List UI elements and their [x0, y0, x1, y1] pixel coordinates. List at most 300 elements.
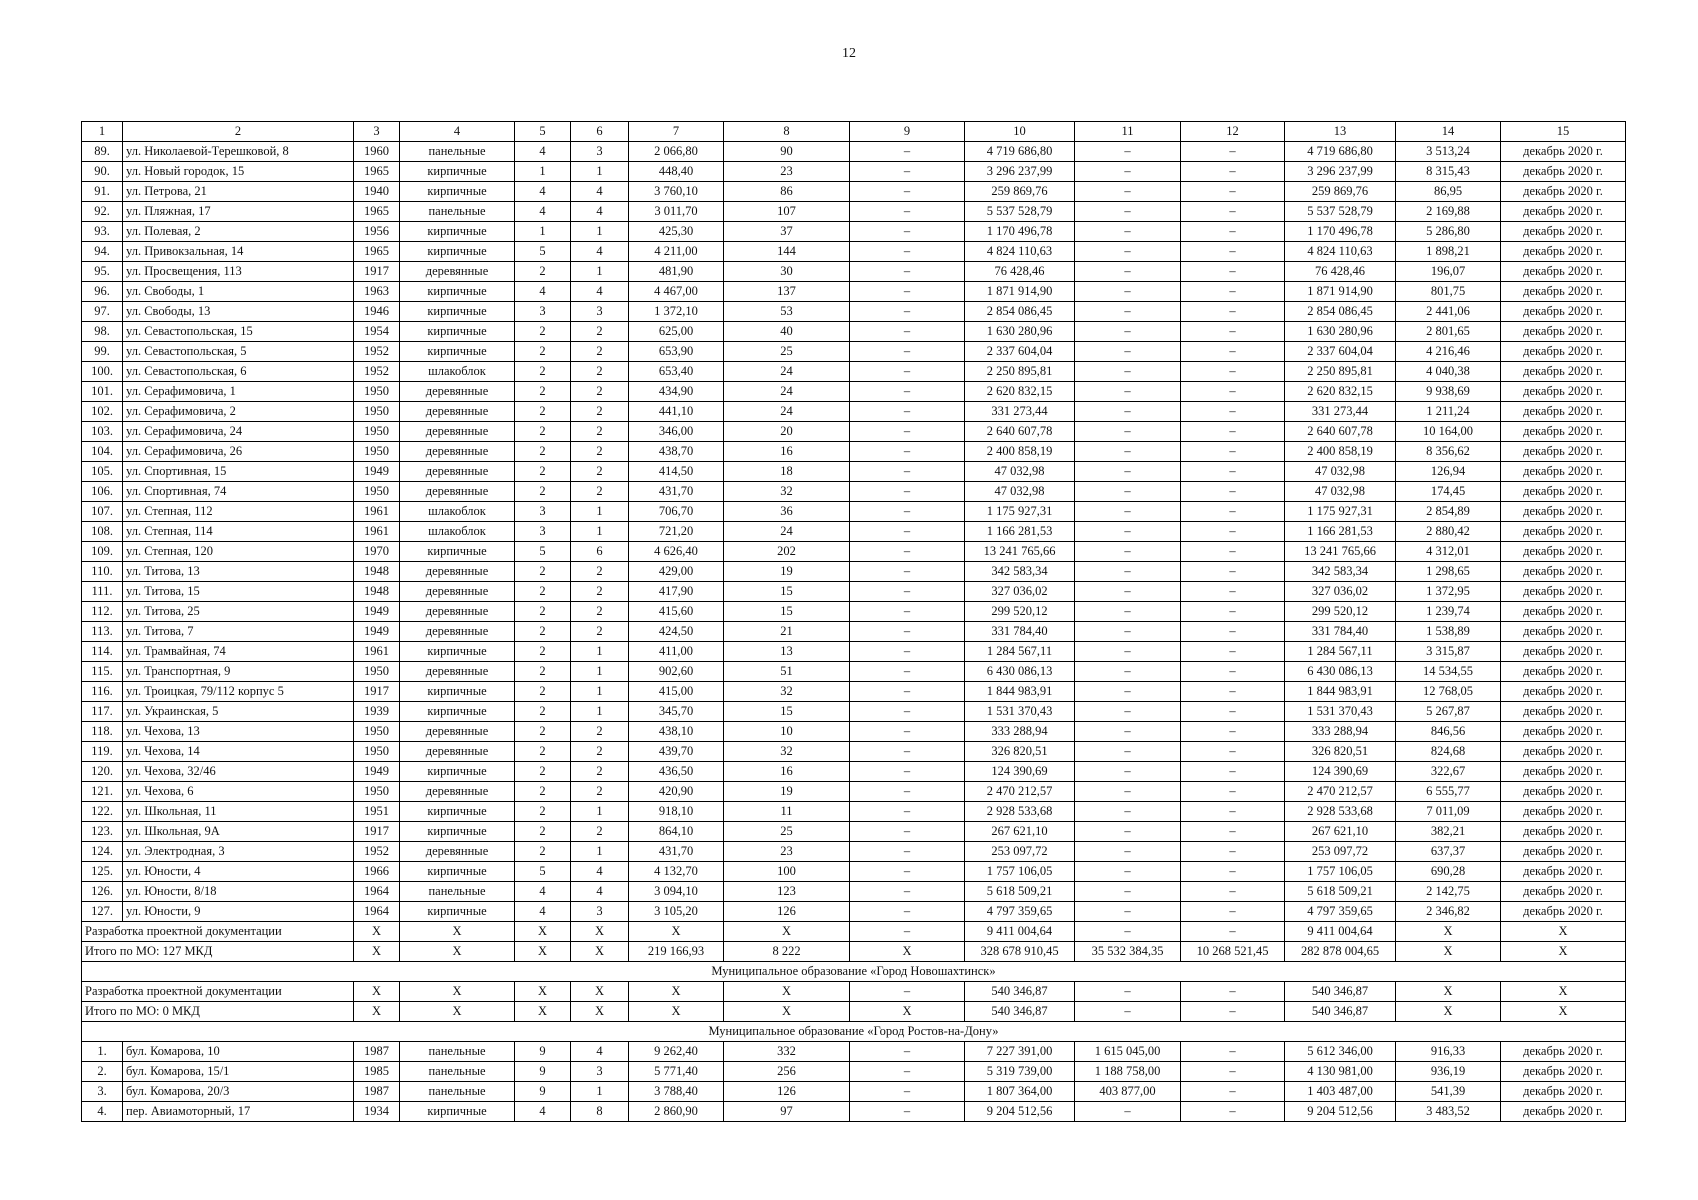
table-cell: 1 — [571, 502, 629, 522]
table-cell: – — [850, 342, 965, 362]
table-cell: – — [1181, 1082, 1285, 1102]
table-cell: 345,70 — [629, 702, 724, 722]
table-cell: 346,00 — [629, 422, 724, 442]
table-cell: 1970 — [354, 542, 400, 562]
table-cell: – — [1075, 402, 1181, 422]
table-cell: 3 296 237,99 — [1285, 162, 1396, 182]
table-cell: 2. — [82, 1062, 123, 1082]
table-cell: X — [629, 982, 724, 1002]
table-cell: 2 400 858,19 — [965, 442, 1075, 462]
table-cell: 4 — [571, 1042, 629, 1062]
table-cell: 102. — [82, 402, 123, 422]
table-cell: X — [724, 1002, 850, 1022]
address-cell: ул. Севастопольская, 5 — [123, 342, 354, 362]
table-cell: 1961 — [354, 522, 400, 542]
table-cell: 3 — [571, 902, 629, 922]
table-cell: 9 — [515, 1062, 571, 1082]
table-cell: декабрь 2020 г. — [1501, 702, 1626, 722]
table-cell: X — [1396, 982, 1501, 1002]
address-cell: ул. Титова, 25 — [123, 602, 354, 622]
table-cell: – — [1075, 662, 1181, 682]
address-cell: ул. Трамвайная, 74 — [123, 642, 354, 662]
table-cell: 2 — [515, 822, 571, 842]
table-cell: 3 760,10 — [629, 182, 724, 202]
table-cell: 1 531 370,43 — [965, 702, 1075, 722]
table-cell: 1961 — [354, 642, 400, 662]
table-cell: декабрь 2020 г. — [1501, 662, 1626, 682]
table-cell: – — [850, 602, 965, 622]
address-cell: пер. Авиамоторный, 17 — [123, 1102, 354, 1122]
column-number-row — [82, 122, 1626, 142]
table-cell: декабрь 2020 г. — [1501, 362, 1626, 382]
table-cell: декабрь 2020 г. — [1501, 142, 1626, 162]
table-cell: 1 757 106,05 — [1285, 862, 1396, 882]
table-cell: 1949 — [354, 602, 400, 622]
table-cell: 2 142,75 — [1396, 882, 1501, 902]
table-cell: 117. — [82, 702, 123, 722]
address-cell: ул. Юности, 9 — [123, 902, 354, 922]
address-cell: ул. Титова, 7 — [123, 622, 354, 642]
table-row — [82, 902, 1626, 922]
table-row — [82, 322, 1626, 342]
column-number: 15 — [1501, 122, 1626, 142]
page-number: 12 — [842, 46, 856, 61]
table-cell: – — [850, 662, 965, 682]
column-number: 6 — [571, 122, 629, 142]
column-number: 8 — [724, 122, 850, 142]
table-cell: 411,00 — [629, 642, 724, 662]
table-cell: 25 — [724, 342, 850, 362]
table-cell: 111. — [82, 582, 123, 602]
table-cell: 420,90 — [629, 782, 724, 802]
table-cell: 1 166 281,53 — [1285, 522, 1396, 542]
table-cell: – — [850, 222, 965, 242]
table-cell: – — [1181, 262, 1285, 282]
table-cell: декабрь 2020 г. — [1501, 422, 1626, 442]
table-cell: 448,40 — [629, 162, 724, 182]
table-cell: – — [1075, 142, 1181, 162]
column-number: 2 — [123, 122, 354, 142]
table-cell: – — [1075, 382, 1181, 402]
table-row — [82, 302, 1626, 322]
table-cell: 1946 — [354, 302, 400, 322]
table-cell: 2 — [515, 802, 571, 822]
table-cell: – — [850, 182, 965, 202]
table-cell: – — [1075, 322, 1181, 342]
table-cell: кирпичные — [400, 762, 515, 782]
table-cell: 2 854,89 — [1396, 502, 1501, 522]
address-cell: ул. Полевая, 2 — [123, 222, 354, 242]
table-cell: – — [1181, 722, 1285, 742]
table-cell: 121. — [82, 782, 123, 802]
table-cell: X — [571, 1002, 629, 1022]
table-cell: 1 170 496,78 — [1285, 222, 1396, 242]
table-cell: – — [850, 142, 965, 162]
table-cell: – — [1075, 862, 1181, 882]
table-cell: 2 — [515, 382, 571, 402]
address-cell: бул. Комарова, 20/3 — [123, 1082, 354, 1102]
table-cell: X — [1501, 942, 1626, 962]
table-cell: 15 — [724, 582, 850, 602]
table-cell: декабрь 2020 г. — [1501, 582, 1626, 602]
address-cell: бул. Комарова, 15/1 — [123, 1062, 354, 1082]
table-cell: панельные — [400, 1062, 515, 1082]
column-number: 14 — [1396, 122, 1501, 142]
table-cell: 541,39 — [1396, 1082, 1501, 1102]
table-cell: 2 — [571, 582, 629, 602]
table-row — [82, 1042, 1626, 1062]
table-cell: 331 784,40 — [1285, 622, 1396, 642]
table-cell: декабрь 2020 г. — [1501, 402, 1626, 422]
table-cell: 1 — [571, 682, 629, 702]
table-row — [82, 842, 1626, 862]
table-row — [82, 562, 1626, 582]
table-cell: – — [1075, 762, 1181, 782]
table-cell: 481,90 — [629, 262, 724, 282]
table-cell: 125. — [82, 862, 123, 882]
table-cell: – — [850, 562, 965, 582]
table-cell: 47 032,98 — [1285, 482, 1396, 502]
table-cell: 1987 — [354, 1082, 400, 1102]
summary-row — [82, 982, 1626, 1002]
table-cell: 5 618 509,21 — [965, 882, 1075, 902]
table-cell: X — [354, 1002, 400, 1022]
table-cell: декабрь 2020 г. — [1501, 882, 1626, 902]
table-cell: 4 — [515, 1102, 571, 1122]
table-row — [82, 262, 1626, 282]
table-cell: – — [1181, 622, 1285, 642]
table-cell: X — [400, 982, 515, 1002]
table-cell: – — [1181, 642, 1285, 662]
table-cell: 32 — [724, 482, 850, 502]
table-cell: декабрь 2020 г. — [1501, 682, 1626, 702]
table-cell: 1954 — [354, 322, 400, 342]
table-row — [82, 502, 1626, 522]
table-cell: декабрь 2020 г. — [1501, 342, 1626, 362]
table-cell: 4 626,40 — [629, 542, 724, 562]
table-cell: деревянные — [400, 462, 515, 482]
table-cell: – — [850, 722, 965, 742]
table-cell: 2 854 086,45 — [965, 302, 1075, 322]
table-cell: 2 — [515, 742, 571, 762]
table-cell: – — [1181, 182, 1285, 202]
table-cell: декабрь 2020 г. — [1501, 742, 1626, 762]
table-cell: 282 878 004,65 — [1285, 942, 1396, 962]
table-cell: кирпичные — [400, 242, 515, 262]
address-cell: ул. Юности, 8/18 — [123, 882, 354, 902]
table-cell: 1 531 370,43 — [1285, 702, 1396, 722]
table-cell: 40 — [724, 322, 850, 342]
table-cell: 333 288,94 — [1285, 722, 1396, 742]
table-cell: 331 273,44 — [965, 402, 1075, 422]
summary-row — [82, 1002, 1626, 1022]
table-cell: 2 620 832,15 — [965, 382, 1075, 402]
table-cell: 123. — [82, 822, 123, 842]
table-cell: 47 032,98 — [965, 462, 1075, 482]
table-cell: 5 — [515, 862, 571, 882]
table-cell: 23 — [724, 162, 850, 182]
address-cell: ул. Электродная, 3 — [123, 842, 354, 862]
table-cell: 4 — [515, 882, 571, 902]
table-cell: 2 066,80 — [629, 142, 724, 162]
table-cell: 101. — [82, 382, 123, 402]
table-cell: декабрь 2020 г. — [1501, 842, 1626, 862]
table-cell: 1 — [515, 222, 571, 242]
table-cell: деревянные — [400, 442, 515, 462]
table-cell: 16 — [724, 762, 850, 782]
table-cell: 801,75 — [1396, 282, 1501, 302]
table-cell: X — [1501, 982, 1626, 1002]
table-cell: 2 — [571, 722, 629, 742]
table-cell: – — [850, 622, 965, 642]
table-cell: 1 — [571, 262, 629, 282]
address-cell: ул. Петрова, 21 — [123, 182, 354, 202]
table-cell: – — [1181, 862, 1285, 882]
table-cell: 403 877,00 — [1075, 1082, 1181, 1102]
table-cell: 1950 — [354, 382, 400, 402]
table-cell: кирпичные — [400, 802, 515, 822]
table-cell: 690,28 — [1396, 862, 1501, 882]
table-cell: декабрь 2020 г. — [1501, 482, 1626, 502]
table-cell: – — [1181, 662, 1285, 682]
table-cell: 2 — [571, 742, 629, 762]
table-cell: 13 — [724, 642, 850, 662]
table-cell: 1965 — [354, 202, 400, 222]
address-cell: ул. Школьная, 9А — [123, 822, 354, 842]
table-cell: 1 239,74 — [1396, 602, 1501, 622]
table-cell: 1 — [571, 662, 629, 682]
table-cell: 103. — [82, 422, 123, 442]
table-row — [82, 342, 1626, 362]
table-cell: 1 166 281,53 — [965, 522, 1075, 542]
table-cell: – — [1181, 502, 1285, 522]
table-cell: 1 — [571, 702, 629, 722]
table-cell: – — [1181, 922, 1285, 942]
table-cell: – — [1181, 522, 1285, 542]
table-cell: – — [850, 702, 965, 722]
table-cell: 4 — [571, 282, 629, 302]
table-cell: 47 032,98 — [965, 482, 1075, 502]
table-cell: 2 620 832,15 — [1285, 382, 1396, 402]
table-cell: 415,00 — [629, 682, 724, 702]
table-cell: 441,10 — [629, 402, 724, 422]
table-cell: – — [1075, 282, 1181, 302]
table-row — [82, 182, 1626, 202]
table-cell: 1966 — [354, 862, 400, 882]
table-cell: декабрь 2020 г. — [1501, 302, 1626, 322]
table-cell: деревянные — [400, 782, 515, 802]
table-cell: 2 346,82 — [1396, 902, 1501, 922]
table-cell: 4 — [515, 202, 571, 222]
table-cell: – — [1181, 982, 1285, 1002]
table-cell: 8 — [571, 1102, 629, 1122]
table-cell: 2 169,88 — [1396, 202, 1501, 222]
table-cell: X — [571, 942, 629, 962]
table-cell: 76 428,46 — [965, 262, 1075, 282]
table-cell: 14 534,55 — [1396, 662, 1501, 682]
address-cell: ул. Титова, 15 — [123, 582, 354, 602]
table-cell: 19 — [724, 562, 850, 582]
table-cell: кирпичные — [400, 342, 515, 362]
table-cell: – — [1075, 222, 1181, 242]
table-cell: – — [1181, 802, 1285, 822]
table-cell: X — [629, 922, 724, 942]
table-cell: 438,10 — [629, 722, 724, 742]
table-cell: 540 346,87 — [1285, 982, 1396, 1002]
table-cell: 1950 — [354, 742, 400, 762]
table-cell: 4 467,00 — [629, 282, 724, 302]
table-cell: шлакоблок — [400, 362, 515, 382]
table-cell: 1 188 758,00 — [1075, 1062, 1181, 1082]
table-cell: 1 — [571, 162, 629, 182]
table-row — [82, 282, 1626, 302]
table-cell: 99. — [82, 342, 123, 362]
table-cell: – — [850, 682, 965, 702]
table-cell: X — [400, 942, 515, 962]
table-cell: 92. — [82, 202, 123, 222]
table-cell: – — [1075, 602, 1181, 622]
table-cell: 124 390,69 — [1285, 762, 1396, 782]
table-cell: 32 — [724, 742, 850, 762]
table-cell: 19 — [724, 782, 850, 802]
table-cell: 1 372,10 — [629, 302, 724, 322]
table-cell: 2 — [515, 722, 571, 742]
table-cell: 299 520,12 — [965, 602, 1075, 622]
table-cell: деревянные — [400, 722, 515, 742]
table-cell: – — [850, 982, 965, 1002]
table-cell: 202 — [724, 542, 850, 562]
table-cell: 2 250 895,81 — [965, 362, 1075, 382]
table-cell: 24 — [724, 362, 850, 382]
table-cell: – — [850, 782, 965, 802]
table-row — [82, 662, 1626, 682]
table-cell: 1917 — [354, 262, 400, 282]
table-cell: 1 871 914,90 — [1285, 282, 1396, 302]
table-cell: 126 — [724, 1082, 850, 1102]
summary-label: Итого по МО: 0 МКД — [82, 1002, 354, 1022]
table-cell: 3 788,40 — [629, 1082, 724, 1102]
table-cell: 3 483,52 — [1396, 1102, 1501, 1122]
table-cell: кирпичные — [400, 822, 515, 842]
table-cell: кирпичные — [400, 702, 515, 722]
table-cell: – — [1181, 682, 1285, 702]
section-header-row — [82, 1022, 1626, 1042]
table-cell: 3 — [571, 1062, 629, 1082]
table-cell: X — [571, 982, 629, 1002]
table-cell: 1 615 045,00 — [1075, 1042, 1181, 1062]
table-cell: X — [515, 982, 571, 1002]
table-cell: кирпичные — [400, 322, 515, 342]
table-cell: 7 227 391,00 — [965, 1042, 1075, 1062]
table-cell: 97. — [82, 302, 123, 322]
table-cell: 1 630 280,96 — [1285, 322, 1396, 342]
table-cell: 1 844 983,91 — [965, 682, 1075, 702]
address-cell: ул. Привокзальная, 14 — [123, 242, 354, 262]
table-row — [82, 582, 1626, 602]
table-cell: 333 288,94 — [965, 722, 1075, 742]
table-cell: 1965 — [354, 242, 400, 262]
table-cell: – — [1181, 1062, 1285, 1082]
table-cell: 267 621,10 — [1285, 822, 1396, 842]
table-cell: декабрь 2020 г. — [1501, 602, 1626, 622]
table-cell: 1961 — [354, 502, 400, 522]
table-cell: 5 267,87 — [1396, 702, 1501, 722]
table-cell: 415,60 — [629, 602, 724, 622]
table-cell: 918,10 — [629, 802, 724, 822]
table-cell: 2 — [571, 422, 629, 442]
table-cell: 1. — [82, 1042, 123, 1062]
table-cell: 4 130 981,00 — [1285, 1062, 1396, 1082]
table-cell: 124 390,69 — [965, 762, 1075, 782]
table-cell: X — [354, 942, 400, 962]
address-cell: ул. Транспортная, 9 — [123, 662, 354, 682]
table-cell: 86 — [724, 182, 850, 202]
table-cell: деревянные — [400, 402, 515, 422]
table-cell: – — [1181, 582, 1285, 602]
table-row — [82, 482, 1626, 502]
table-cell: – — [1181, 402, 1285, 422]
table-cell: – — [1075, 242, 1181, 262]
table-cell: 3 — [515, 502, 571, 522]
table-cell: 5 537 528,79 — [1285, 202, 1396, 222]
table-cell: 1949 — [354, 622, 400, 642]
table-cell: – — [1075, 742, 1181, 762]
table-cell: 721,20 — [629, 522, 724, 542]
table-cell: 2 — [571, 362, 629, 382]
table-cell: – — [850, 302, 965, 322]
table-cell: декабрь 2020 г. — [1501, 562, 1626, 582]
address-cell: ул. Новый городок, 15 — [123, 162, 354, 182]
table-cell: – — [850, 442, 965, 462]
table-cell: – — [850, 162, 965, 182]
table-cell: 2 880,42 — [1396, 522, 1501, 542]
table-cell: X — [515, 942, 571, 962]
table-cell: декабрь 2020 г. — [1501, 642, 1626, 662]
table-cell: 25 — [724, 822, 850, 842]
table-cell: 100. — [82, 362, 123, 382]
table-cell: 653,90 — [629, 342, 724, 362]
table-row — [82, 462, 1626, 482]
column-number: 10 — [965, 122, 1075, 142]
table-cell: 1 — [571, 842, 629, 862]
table-cell: 174,45 — [1396, 482, 1501, 502]
table-cell: 109. — [82, 542, 123, 562]
table-cell: 106. — [82, 482, 123, 502]
table-cell: 15 — [724, 602, 850, 622]
table-cell: 10 164,00 — [1396, 422, 1501, 442]
table-cell: 429,00 — [629, 562, 724, 582]
table-cell: – — [1181, 242, 1285, 262]
table-cell: – — [850, 402, 965, 422]
table-cell: – — [1181, 742, 1285, 762]
table-cell: X — [400, 922, 515, 942]
table-row — [82, 762, 1626, 782]
table-cell: 11 — [724, 802, 850, 822]
table-cell: 1950 — [354, 662, 400, 682]
table-cell: 326 820,51 — [965, 742, 1075, 762]
table-cell: 2 — [571, 342, 629, 362]
table-cell: X — [354, 922, 400, 942]
table-cell: 5 537 528,79 — [965, 202, 1075, 222]
table-cell: 2 — [571, 402, 629, 422]
table-cell: 2 — [571, 322, 629, 342]
address-cell: ул. Севастопольская, 15 — [123, 322, 354, 342]
table-cell: – — [1075, 262, 1181, 282]
table-cell: – — [1181, 142, 1285, 162]
table-cell: 35 532 384,35 — [1075, 942, 1181, 962]
table-cell: – — [850, 482, 965, 502]
table-cell: 12 768,05 — [1396, 682, 1501, 702]
